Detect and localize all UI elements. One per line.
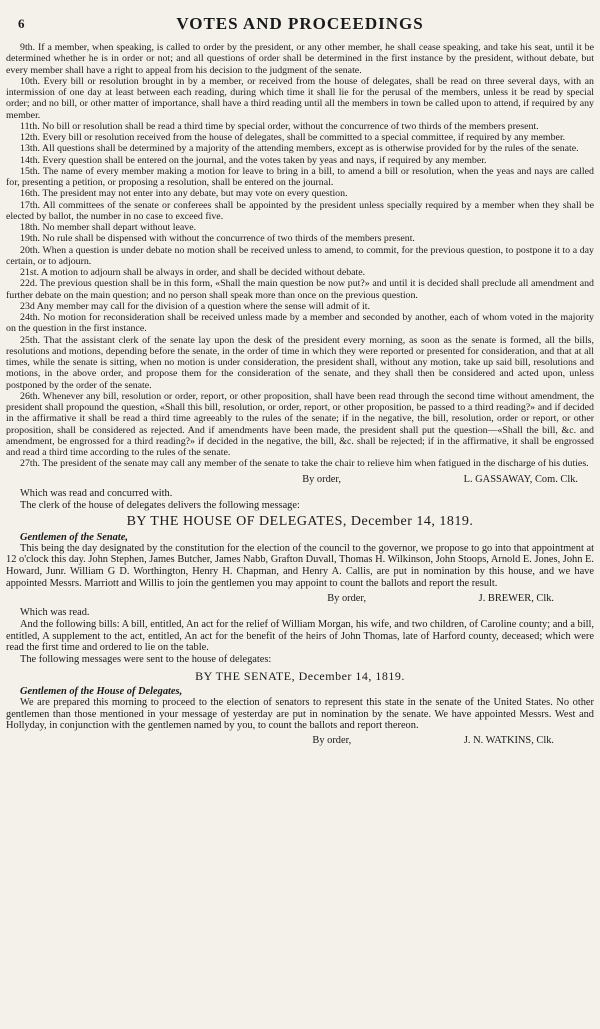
clerk-delivers-line: The clerk of the house of delegates delivers the following message: — [20, 499, 300, 511]
senators-election-message: We are prepared this morning to proceed to the election of senators to represent this state in the senate of the United States. No other gentlemen than those mentioned in your message of yesterday are put in nomination by the senate. We have appointed Messrs. West and Hollyday, in conjunction with the gentlemen named by you, to count the ballots and report thereon. — [6, 696, 594, 732]
rule-19th: 19th. No rule shall be dispensed with without the concurrence of two thirds of the members present. — [20, 233, 415, 245]
salutation-senate: Gentlemen of the Senate, — [20, 531, 128, 543]
signature-brewer — [6, 593, 554, 604]
messages-sent-line: The following messages were sent to the house of delegates: — [20, 654, 272, 666]
running-title: VOTES AND PROCEEDINGS — [176, 14, 424, 33]
rule-14th: 14th. Every question shall be entered on the journal, and the votes taken by yeas and nays, if required by any member. — [20, 154, 487, 166]
council-election-message: This being the day designated by the constitution for the election of the council to the governor, we propose to go into that appointment at 12 o'clock this day. John Stephen, James Butcher, James Nabb, Grafton Duvall, Thomas H. Wilkinson, John Stoops, Arnold E. Jones, John E. Howard, Junr. William G D. Worthington, Henry H. Chapman, and Henry A. Callis, are put in nomination by this house, and we have appointed Messrs. Marriott and Willis to join the gentlemen you may appoint to count the ballots and report the result. — [6, 542, 594, 589]
by-order-label: By order, — [327, 593, 367, 605]
rule-10th: 10th. Every bill or resolution brought in by a member, or received from the house of delegates, shall be read on three several days, with an intermission of one day at least between each reading, during which time it shall lie for the perusal of the members, unless it be read by special order; and no bill, or other matter of importance, shall have a third reading until all the members in town be called upon to attend, if required by any member. — [6, 75, 594, 121]
rule-25th: 25th. That the assistant clerk of the senate lay upon the desk of the president every morning, as soon as the senate is formed, all the bills, resolutions and motions, depending before the senate, in the order of time in which they were reported or presented for consideration, and that at all times, while the senate is sitting, when no motion is under consideration, the president shall, without any motion, take up said bill, resolutions and motions, in the above order, and propose them for the consideration of the senate, and they shall then be considered and acted upon, unless postponed by the order of the senate. — [6, 334, 594, 391]
rule-15th: 15th. The name of every member making a motion for leave to bring in a bill, to amend a bill or resolution, when the yeas and nays are called for, presenting a petition, or proposing a resolution, shall be entered on the journal. — [6, 165, 594, 188]
rule-12th: 12th. Every bill or resolution received from the house of delegates, shall be committed to a special committee, if required by any member. — [20, 132, 566, 143]
senate-rules — [6, 42, 594, 470]
page-header — [6, 14, 594, 42]
rule-23d: 23d Any member may call for the division of a question where the sense will admit of it. — [20, 300, 370, 312]
page-number: 6 — [18, 16, 25, 31]
rule-18th: 18th. No member shall depart without leave. — [20, 222, 197, 233]
rule-20th: 20th. When a question is under debate no motion shall be received unless to amend, to commit, for the previous question, to postpone it to a day certain, or to adjourn. — [6, 244, 594, 267]
which-was-read-line: Which was read. — [20, 607, 90, 619]
salutation-house: Gentlemen of the House of Delegates, — [20, 685, 183, 697]
rule-27th: 27th. The president of the senate may call any member of the senate to take the chair to relieve him when fatigued in the discharge of his duties. — [20, 458, 589, 470]
rule-13th: 13th. All questions shall be determined by a majority of the attending members, except as is otherwise provided for by the rules of the senate. — [20, 143, 579, 155]
rule-11th: 11th. No bill or resolution shall be read a third time by special order, without the concurrence of two thirds of the members present. — [20, 120, 539, 132]
signature-gassaway — [6, 473, 578, 486]
signature-watkins — [6, 735, 554, 746]
by-order-label: By order, — [312, 734, 352, 746]
read-concurred-line: Which was read and concurred with. — [20, 487, 173, 499]
rule-21st: 21st. A motion to adjourn shall be always in order, and shall be decided without debate. — [20, 267, 366, 278]
signatory-name: L. GASSAWAY, Com. Clk. — [463, 473, 578, 485]
by-order-label: By order, — [302, 473, 342, 485]
rule-22d: 22d. The previous question shall be in this form, «Shall the main question be now put?» and until it is decided shall preclude all amendment and further debate on the main question; and no person shall speak more than once on the previous question. — [6, 278, 594, 301]
signatory-name: J. N. WATKINS, Clk. — [463, 734, 554, 746]
rule-26th: 26th. Whenever any bill, resolution or order, report, or other proposition, shall have been read through the second time without amendment, the president shall propound the question, «Shall this bill, resolution, or order, report, or other proposition, be passed to a third reading?» and if decided in the affirmative it shall be read a third time agreeably to the rules of the senate; if in the negative, the bill, resolution, order or report, or other proposition, shall be considered as rejected. And if amendments have been made, the president shall put the question—«Shall the bill, &c. and amendment, be engrossed for a third reading?» if decided in the negative, the bill, &c. shall be rejected; if in the affirmative, it shall be engrossed and read a third time according to the rules of the senate. — [6, 390, 594, 458]
signatory-name: J. BREWER, Clk. — [478, 593, 554, 605]
rule-17th: 17th. All committees of the senate or conferees shall be appointed by the president unless specially required by a member when they shall be elected by ballot, the number in no case to exceed five. — [6, 199, 594, 222]
rule-24th: 24th. No motion for reconsideration shall be received unless made by a member and seconded by another, each of whom voted in the majority on the question in the first instance. — [6, 312, 594, 335]
house-of-delegates-heading: BY THE HOUSE OF DELEGATES, December 14, 1819. — [126, 513, 474, 529]
rule-16th: 16th. The president may not enter into any debate, but may vote on every question. — [20, 188, 348, 200]
rule-9th: 9th. If a member, when speaking, is called to order by the president, or any other member, he shall cease speaking, and take his seat, until it be determined whether he is in order or not; and all questions of order shall be determined in the first instance by the president, without debate, but every member shall have a right to appeal from his decision to the judgment of the senate. — [6, 42, 594, 76]
following-bills-paragraph: And the following bills: A bill, entitled, An act for the relief of William Morgan, his wife, and two children, of Caroline county; and a bill, entitled, A supplement to the act, entitled, An act for the benefit of the heirs of John Thomas, late of Harford county, deceased; which were read the first time and ordered to lie on the table. — [6, 619, 594, 654]
by-the-senate-heading: BY THE SENATE, December 14, 1819. — [195, 668, 405, 683]
